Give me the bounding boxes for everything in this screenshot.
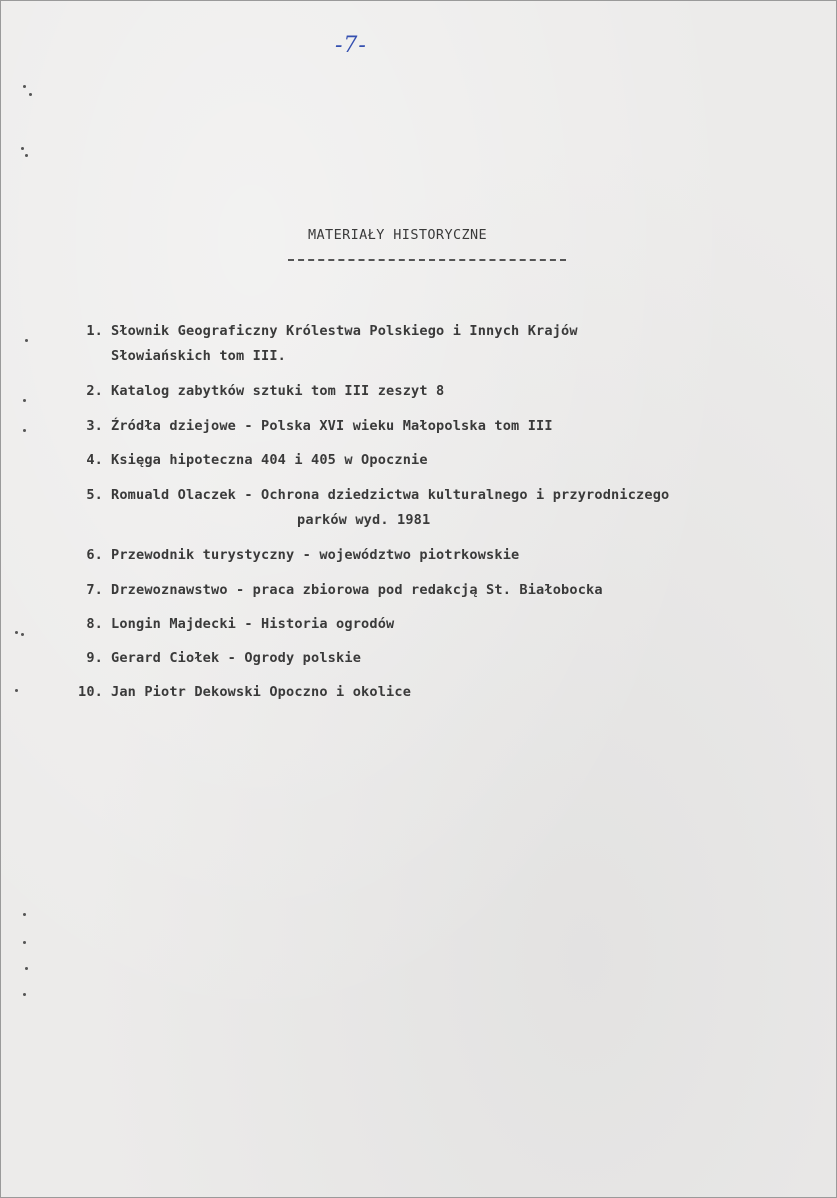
list-item-text: Słownik Geograficzny Królestwa Polskiego i Innych Krajów	[111, 323, 578, 339]
title-underline	[288, 259, 566, 261]
margin-speck	[23, 399, 26, 402]
margin-speck	[29, 93, 32, 96]
margin-speck	[25, 967, 28, 970]
margin-speck	[15, 689, 18, 692]
list-item	[73, 680, 411, 705]
list-item-number: 3.	[86, 418, 103, 434]
list-item-text: Przewodnik turystyczny - województwo piotrkowskie	[111, 547, 520, 563]
list-item-text: Drzewoznawstwo - praca zbiorowa pod redakcją St. Białobocka	[111, 582, 603, 598]
list-item-number: 4.	[86, 452, 103, 468]
page-number: -7-	[335, 33, 367, 58]
list-item	[73, 646, 361, 671]
list-item	[73, 379, 444, 404]
list-item-text: Gerard Ciołek - Ogrody polskie	[111, 650, 362, 666]
list-item-number: 5.	[86, 487, 103, 503]
margin-speck	[21, 147, 24, 150]
list-item	[73, 543, 519, 568]
list-item-number: 6.	[86, 547, 103, 563]
list-item-number: 7.	[86, 582, 103, 598]
list-item	[73, 414, 553, 439]
page-title: MATERIAŁY HISTORYCZNE	[308, 227, 488, 243]
list-item-text: Źródła dziejowe - Polska XVI wieku Małopolska tom III	[111, 418, 553, 434]
list-item-number: 10.	[77, 684, 103, 700]
margin-speck	[21, 633, 24, 636]
list-item	[73, 612, 394, 637]
list-item	[73, 578, 603, 603]
list-item-number: 1.	[86, 323, 103, 339]
list-item	[73, 319, 578, 369]
list-item-text: Longin Majdecki - Historia ogrodów	[111, 616, 395, 632]
list-item-continuation: Słowiańskich tom III.	[111, 348, 287, 364]
list-item-number: 8.	[86, 616, 103, 632]
list-item-text: Jan Piotr Dekowski Opoczno i okolice	[111, 684, 412, 700]
margin-speck	[23, 85, 26, 88]
margin-speck	[23, 913, 26, 916]
list-item-text: Katalog zabytków sztuki tom III zeszyt 8	[111, 383, 445, 399]
list-item-continuation: parków wyd. 1981	[297, 512, 431, 528]
list-item	[73, 448, 428, 473]
list-item-text: Księga hipoteczna 404 i 405 w Opocznie	[111, 452, 428, 468]
margin-speck	[25, 154, 28, 157]
list-item-number: 9.	[86, 650, 103, 666]
margin-speck	[23, 993, 26, 996]
list-item-number: 2.	[86, 383, 103, 399]
margin-speck	[15, 631, 18, 634]
list-item-text: Romuald Olaczek - Ochrona dziedzictwa kulturalnego i przyrodniczego	[111, 487, 670, 503]
margin-speck	[25, 339, 28, 342]
margin-speck	[23, 941, 26, 944]
margin-speck	[23, 429, 26, 432]
list-item	[73, 483, 669, 533]
